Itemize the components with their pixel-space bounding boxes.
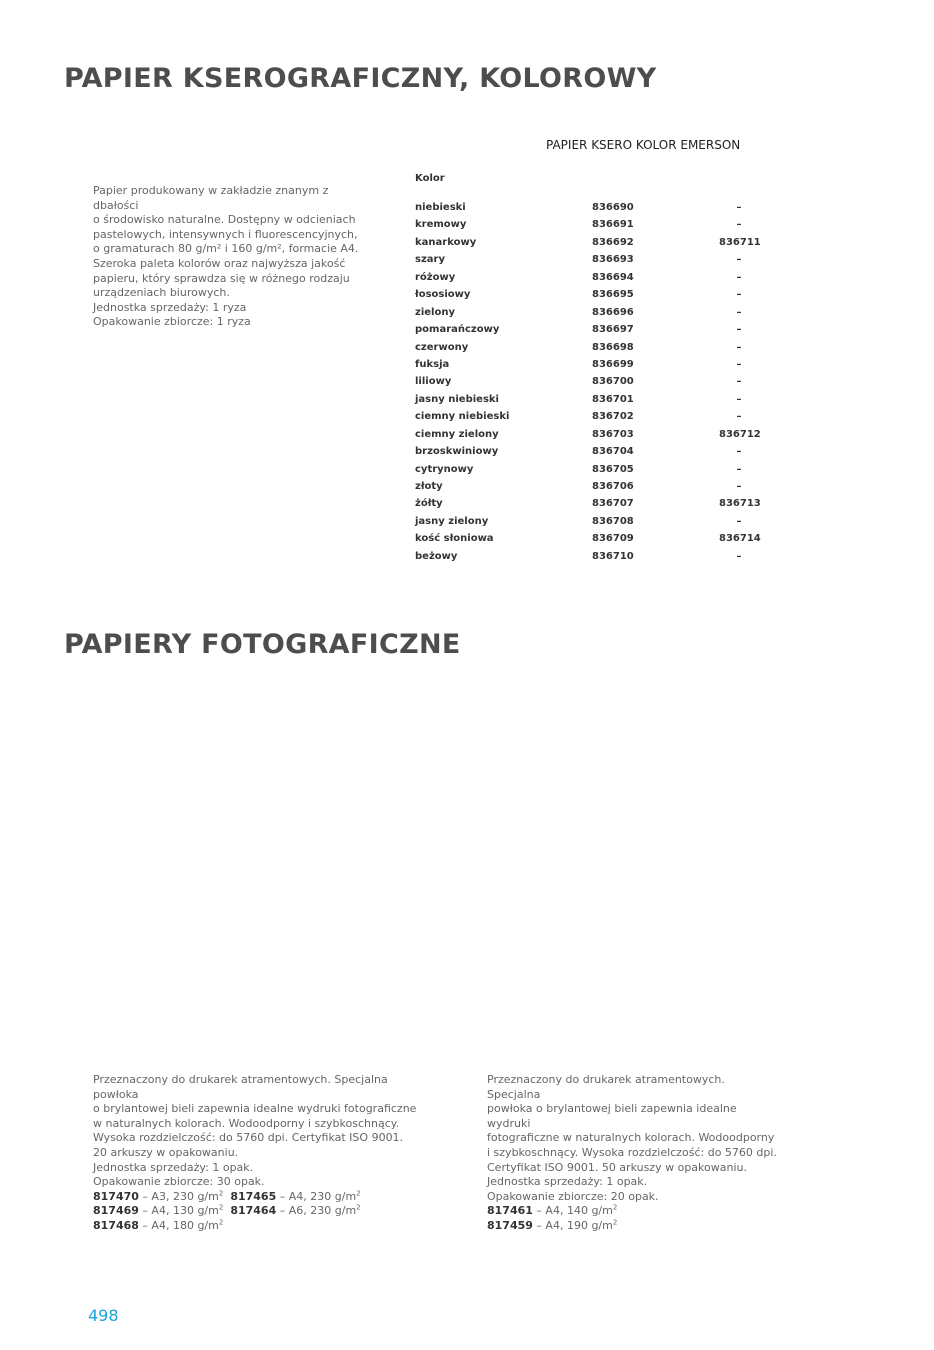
product-code-b: – [736,254,742,266]
variant-unit-sup: 2 [612,1218,618,1227]
product-code-a: 836704 [592,446,634,458]
product-code-a: 836708 [592,515,634,527]
color-name: szary [415,254,445,266]
description-line: o brylantowej bieli zapewnia idealne wydruki fotograficzne [93,1102,417,1116]
variant-spec: – A4, 140 g/m [532,1204,613,1218]
description-line: Wysoka rozdzielczość: do 5760 dpi. Certyfikat ISO 9001. [93,1131,404,1145]
color-name: ciemny niebieski [415,411,510,423]
product-code-b: – [736,306,742,318]
table-row [415,429,775,446]
description-line: urządzeniach biurowych. [93,286,230,300]
product-code-a: 836691 [592,219,634,231]
color-name: beżowy [415,550,458,562]
color-name: kanarkowy [415,236,477,248]
color-table-body [415,202,775,568]
xerographic-description [93,184,368,330]
color-name: ciemny zielony [415,428,499,440]
variant-code: 817461 [487,1204,533,1218]
product-code-b: – [736,376,742,388]
table-row [415,411,775,428]
product-code-b: 836712 [719,428,761,440]
product-code-b: – [736,358,742,370]
table-row [415,342,775,359]
color-name: cytrynowy [415,463,474,475]
color-name: niebieski [415,202,466,213]
product-code-b: – [736,324,742,336]
product-code-a: 836707 [592,498,634,510]
color-name: jasny niebieski [415,393,499,405]
table-row [415,254,775,271]
product-code-b: – [736,341,742,353]
table-header-color: Kolor [415,173,445,184]
product-code-b: – [736,446,742,458]
product-code-a: 836699 [592,358,634,370]
variant-code: 817468 [93,1218,139,1232]
table-row [415,307,775,324]
description-line: pastelowych, intensywnych i fluorescencyjnych, [93,227,358,241]
product-code-b: 836714 [719,533,761,545]
color-name: łososiowy [415,289,471,301]
variant-unit-sup: 2 [356,1189,361,1198]
table-row [415,272,775,289]
product-code-a: 836698 [592,341,634,353]
description-line: Opakowanie zbiorcze: 20 opak. [487,1189,659,1203]
product-code-b: – [736,481,742,492]
table-row [415,376,775,393]
table-row [415,481,775,498]
color-name: kremowy [415,219,467,231]
variant-unit-sup: 2 [218,1189,224,1198]
table-row [415,289,775,306]
product-code-b: – [736,219,742,231]
section-title-xerographic: PAPIER KSEROGRAFICZNY, KOLOROWY [64,63,657,94]
description-line: fotograficzne w naturalnych kolorach. Wodoodporny [487,1131,775,1145]
color-name: brzoskwiniowy [415,446,499,458]
description-line: Przeznaczony do drukarek atramentowych. Specjalna powłoka [93,1073,388,1101]
variant-line [487,1219,777,1234]
description-line: Jednostka sprzedaży: 1 ryza [93,300,247,314]
variant-code: 817465 [230,1189,277,1203]
table-row [415,394,775,411]
product-code-a: 836692 [592,236,634,248]
product-table-title: PAPIER KSERO KOLOR EMERSON [546,138,741,152]
variant-spec: – A4, 190 g/m [532,1218,613,1232]
color-name: zielony [415,306,455,318]
variant-unit-sup: 2 [218,1203,224,1212]
variant-code: 817470 [93,1189,139,1203]
product-code-b: – [736,515,742,527]
variant-spec: – A6, 230 g/m [276,1204,357,1218]
product-code-b: 836713 [719,498,761,510]
product-code-a: 836700 [592,376,634,388]
description-line: Szeroka paleta kolorów oraz najwyższa jakość [93,256,346,270]
variant-line [487,1204,777,1219]
product-code-a: 836690 [592,202,634,213]
description-line: Opakowanie zbiorcze: 1 ryza [93,315,251,329]
color-name: pomarańczowy [415,324,500,336]
product-code-a: 836705 [592,463,634,475]
variant-code: 817459 [487,1218,533,1232]
description-line: Certyfikat ISO 9001. 50 arkuszy w opakowaniu. [487,1160,747,1174]
variant-spec: – A4, 180 g/m [138,1218,219,1232]
product-code-a: 836697 [592,324,634,336]
color-name: jasny zielony [415,515,489,527]
color-name: fuksja [415,358,450,370]
color-name: złoty [415,481,443,492]
variant-line [93,1204,423,1219]
table-row [415,464,775,481]
table-row [415,202,775,219]
variant-line [93,1219,423,1234]
product-code-a: 836696 [592,306,634,318]
product-code-b: – [736,463,742,475]
product-code-a: 836693 [592,254,634,266]
table-row [415,324,775,341]
product-code-b: – [736,411,742,423]
description-line: Jednostka sprzedaży: 1 opak. [487,1175,648,1189]
table-row [415,498,775,515]
table-row [415,533,775,550]
product-code-b: – [736,289,742,301]
variant-spec: – A4, 230 g/m [276,1189,357,1203]
description-line: o środowisko naturalne. Dostępny w odcieniach [93,213,356,227]
table-row [415,551,775,568]
section-title-photo: PAPIERY FOTOGRAFICZNE [64,629,461,660]
description-line: w naturalnych kolorach. Wodoodporny i szybkoschnący. [93,1116,400,1130]
product-code-b: – [736,271,742,283]
table-row [415,359,775,376]
color-name: kość słoniowa [415,533,494,545]
description-line: powłoka o brylantowej bieli zapewnia idealne wydruki [487,1102,737,1130]
color-name: liliowy [415,376,452,388]
variant-code: 817464 [230,1204,277,1218]
variant-spec: – A3, 230 g/m [138,1189,219,1203]
page-number: 498 [88,1306,119,1325]
product-code-a: 836701 [592,393,634,405]
color-name: żółty [415,498,443,510]
table-row [415,446,775,463]
variant-code: 817469 [93,1204,139,1218]
product-code-a: 836709 [592,533,634,545]
description-line: 20 arkuszy w opakowaniu. [93,1145,239,1159]
photo-paper-product-2 [487,1073,777,1234]
table-row [415,516,775,533]
description-line: Papier produkowany w zakładzie znanym z dbałości [93,184,329,212]
product-code-b: – [736,202,742,213]
product-code-a: 836703 [592,428,634,440]
description-line: Opakowanie zbiorcze: 30 opak. [93,1175,265,1189]
variant-unit-sup: 2 [218,1218,224,1227]
variant-spec: – A4, 130 g/m [138,1204,219,1218]
variant-line [93,1190,423,1205]
product-code-a: 836710 [592,550,634,562]
product-code-a: 836706 [592,481,634,492]
product-code-b: – [736,550,742,562]
description-line: o gramaturach 80 g/m² i 160 g/m², formacie A4. [93,242,359,256]
product-code-b: 836711 [719,236,761,248]
product-code-a: 836702 [592,411,634,423]
product-code-a: 836694 [592,271,634,283]
description-line: Przeznaczony do drukarek atramentowych. Specjalna [487,1073,725,1101]
table-row [415,219,775,236]
table-row [415,237,775,254]
product-code-b: – [736,393,742,405]
variant-unit-sup: 2 [612,1203,618,1212]
product-code-a: 836695 [592,289,634,301]
color-name: czerwony [415,341,469,353]
description-line: i szybkoschnący. Wysoka rozdzielczość: do 5760 dpi. [487,1145,777,1159]
description-line: papieru, który sprawdza się w różnego rodzaju [93,271,350,285]
description-line: Jednostka sprzedaży: 1 opak. [93,1160,254,1174]
color-name: różowy [415,271,456,283]
variant-unit-sup: 2 [356,1203,361,1212]
photo-paper-product-1 [93,1073,423,1234]
